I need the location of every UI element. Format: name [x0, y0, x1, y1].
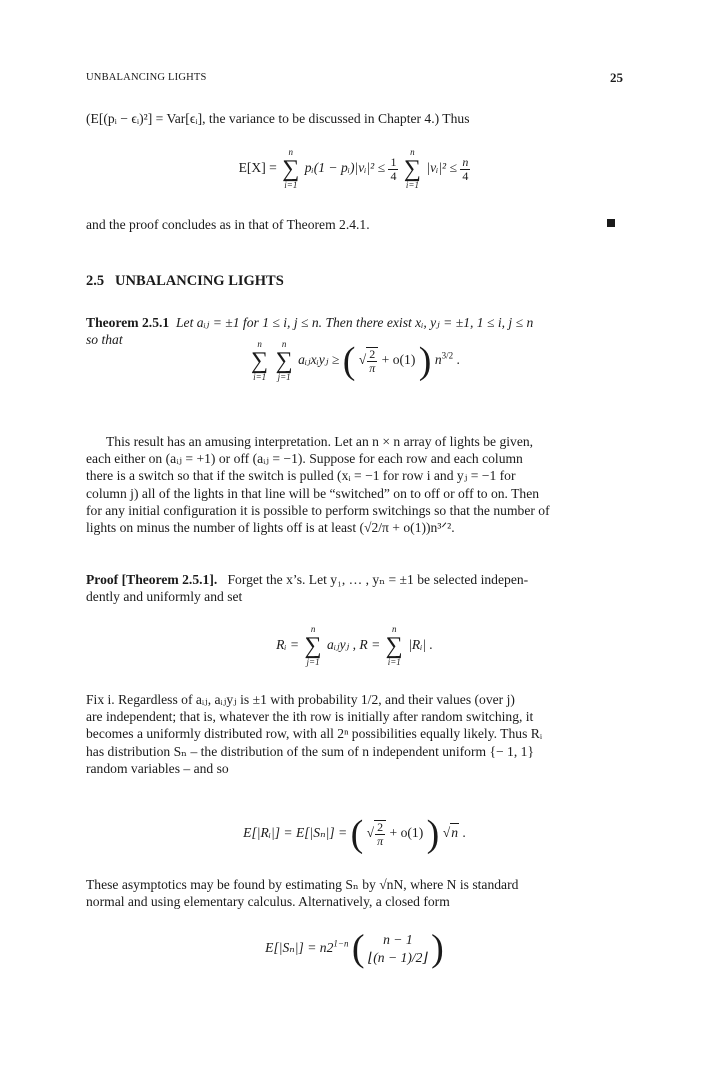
text-line: These asymptotics may be found by estimating Sₙ by √nN, where N is standard	[86, 877, 519, 892]
text-line: normal and using elementary calculus. Alternatively, a closed form	[86, 894, 450, 910]
proof-line-1: Forget the x’s. Let y₁, … , yₙ = ±1 be selected indepen-	[227, 572, 529, 587]
text-line: column j) all of the lights in that line will be “switched” on to off or off to on. Then	[86, 485, 540, 501]
equation-row-sum: Rᵢ = n ∑ j=1 aᵢⱼyⱼ , R = n ∑ i=1 |Rᵢ| .	[276, 624, 433, 667]
text-line: random variables – and so	[86, 760, 229, 776]
equation-double-sum: n ∑ i=1 n ∑ j=1 aᵢⱼxᵢyⱼ ≥ ( √ $\frac{2}{\pi}$ + o(1) ) $n^{3/2}$ .	[251, 339, 460, 382]
running-header	[86, 72, 623, 88]
page-number: 25	[610, 70, 623, 85]
paragraph-interpretation	[86, 433, 623, 536]
paragraph-variance: (E[(pᵢ − ϵᵢ)²] = Var[ϵᵢ], the variance to be discussed in Chapter 4.) Thus	[86, 111, 470, 126]
eq2-body: aᵢⱼxᵢyⱼ ≥	[298, 352, 340, 368]
paragraph-asymptotics	[86, 876, 623, 910]
eq1-lhs: E[X] =	[238, 160, 281, 176]
sum-symbol: n ∑ i=1	[282, 147, 300, 190]
binomial: n − 1 ⌊(n − 1)/2⌋	[367, 932, 428, 965]
theorem-label: Theorem 2.5.1	[86, 315, 170, 330]
equation-closed-form: $E[|S_n|] = n2^{1-n}$ ( n − 1 ⌊(n − 1)/2⌋ )	[265, 927, 444, 970]
right-paren: )	[418, 340, 432, 382]
left-paren: (	[342, 340, 356, 382]
section-title: UNBALANCING LIGHTS	[115, 273, 284, 289]
text-line: has distribution Sₙ – the distribution of the sum of n independent uniform {− 1, 1}	[86, 743, 534, 759]
paragraph-proof-concludes: and the proof concludes as in that of Theorem 2.4.1.	[86, 216, 623, 233]
eq2-plus: + o(1)	[381, 352, 416, 368]
text-line: becomes a uniformly distributed row, with all 2ⁿ possibilities equally likely. Thus Rᵢ	[86, 726, 543, 742]
qed-square-icon	[607, 219, 615, 227]
proof-opening	[86, 571, 623, 605]
eq1-term1: pᵢ(1 − pᵢ)|vᵢ|² ≤	[304, 160, 389, 176]
text-line: lights on minus the number of lights off is at least (√2/π + o(1))n³ᐟ².	[86, 520, 455, 536]
sqrt-symbol: √	[358, 352, 367, 368]
section-number: 2.5	[86, 273, 105, 289]
proof-line-2: dently and uniformly and set	[86, 589, 243, 605]
equation-expectation	[86, 148, 623, 190]
section-heading	[86, 273, 623, 290]
text-line: each either on (aᵢⱼ = +1) or off (aᵢⱼ = −1). Suppose for each row and each column	[86, 451, 523, 467]
theorem-text-a: Let aᵢⱼ = ±1 for 1 ≤ i, j ≤ n. Then there exist xᵢ, yⱼ = ±1, 1 ≤ i, j ≤ n	[176, 315, 534, 330]
text-line: are independent; that is, whatever the ith row is initially after random switching, it	[86, 709, 534, 725]
theorem-text-b: so that	[86, 332, 123, 348]
eq1-term2: |vᵢ|² ≤	[426, 160, 461, 176]
running-title: UNBALANCING LIGHTS	[86, 72, 207, 83]
equation-expected-abs: E[|Rᵢ|] = E[|Sₙ|] = ( √ $\frac{2}{\pi}$ + o(1) ) √n .	[243, 813, 466, 856]
sum-symbol: n ∑ i=1	[403, 147, 421, 190]
text-line: for any initial configuration it is possible to perform switchings so that the number of	[86, 502, 550, 518]
text-line: This result has an amusing interpretation. Let an n × n array of lights be given,	[106, 434, 534, 449]
text-line: Fix i. Regardless of aᵢⱼ, aᵢⱼyⱼ is ±1 with probability 1/2, and their values (over j)	[86, 692, 515, 707]
text-line: there is a switch so that if the switch is pulled (xᵢ = −1 for row i and yⱼ = −1 for	[86, 468, 516, 484]
fraction-n-over-4: $\frac{n}{4}$	[462, 154, 469, 183]
proof-label: Proof [Theorem 2.5.1].	[86, 572, 218, 587]
paragraph-fix-i	[86, 691, 623, 777]
fraction-quarter: $\frac{1}{4}$	[390, 154, 397, 183]
